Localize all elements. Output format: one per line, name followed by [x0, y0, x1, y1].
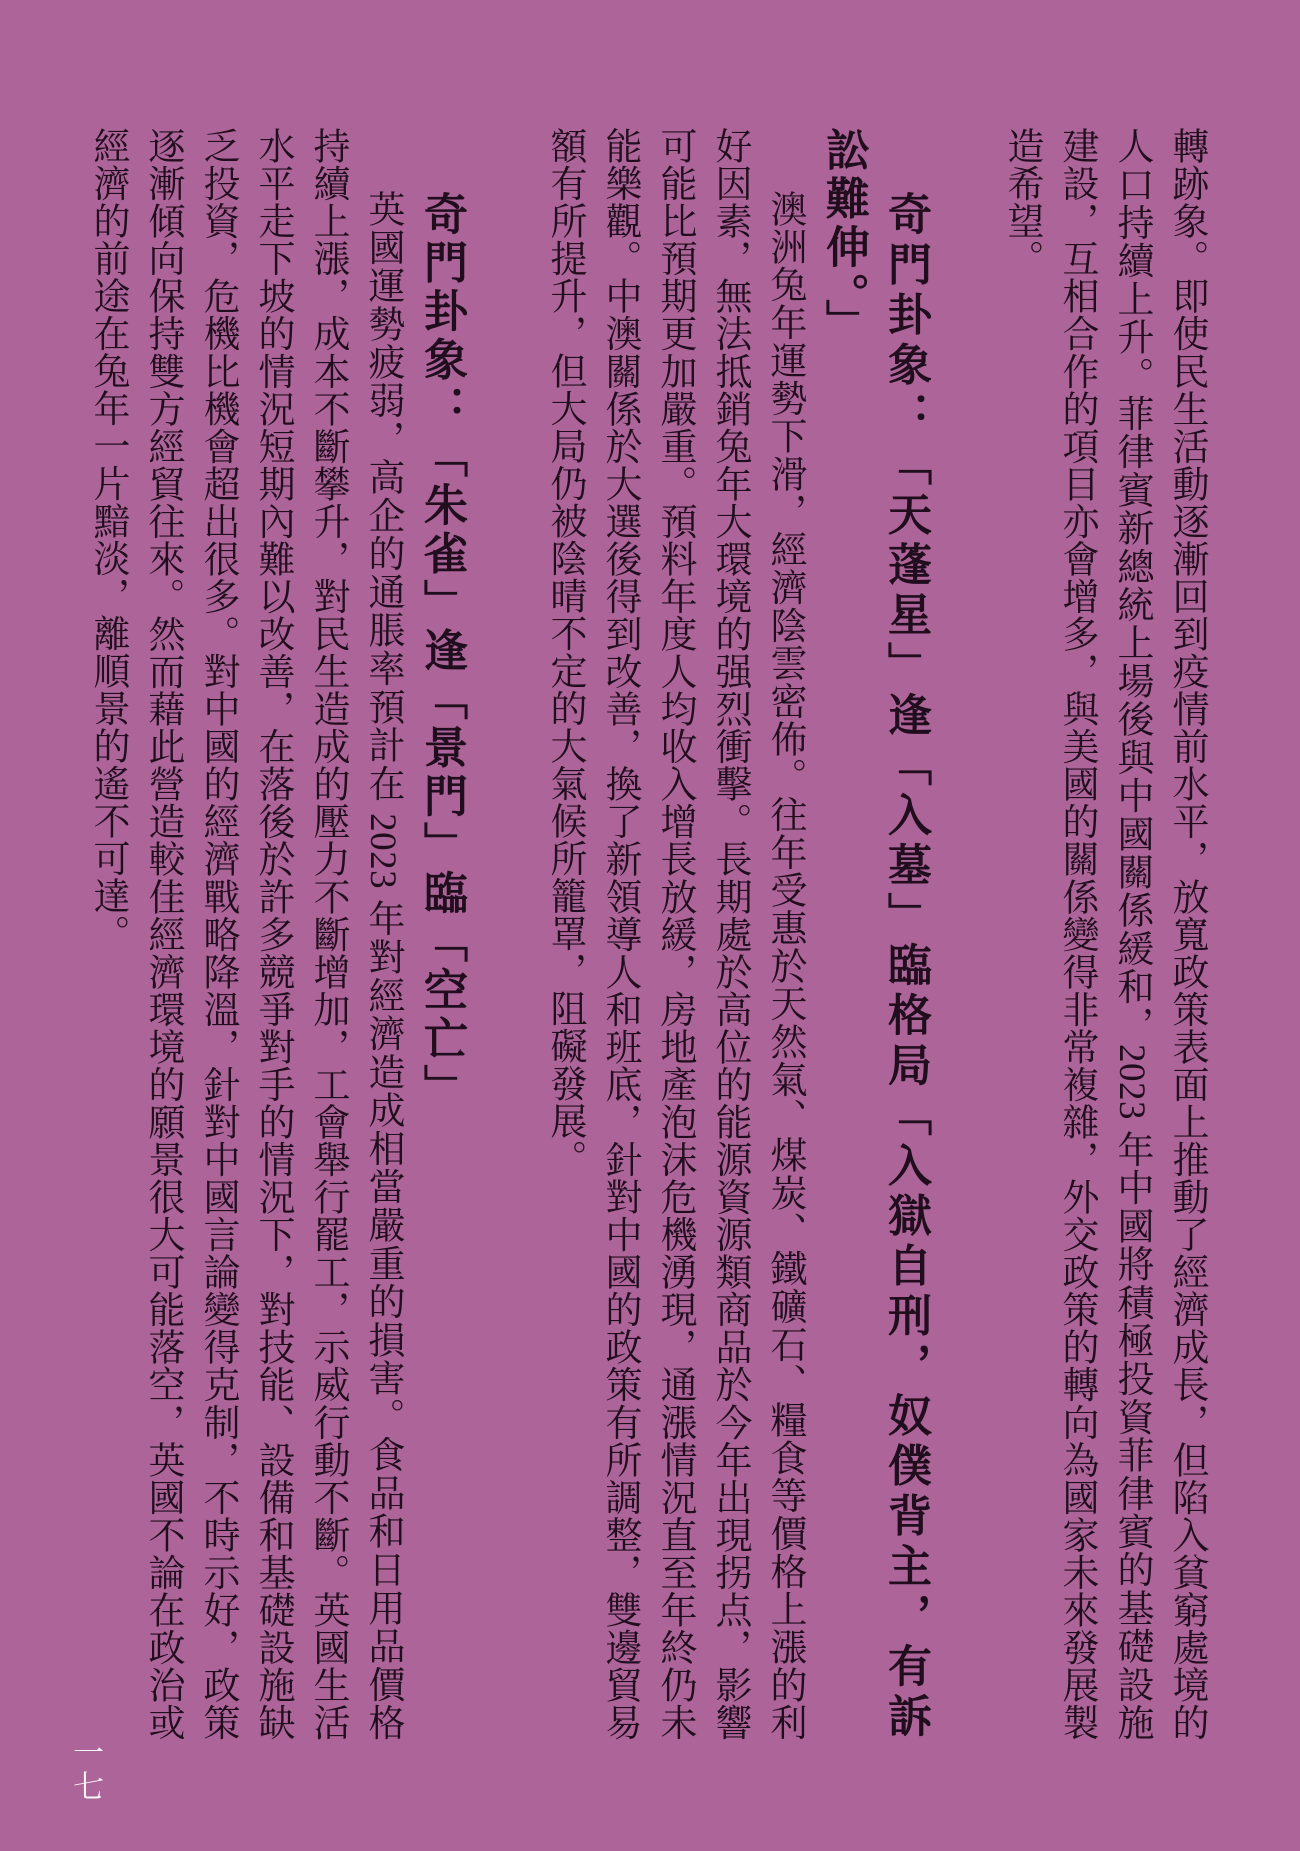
- paragraph-australia-forecast: 澳洲兔年運勢下滑，經濟陰雲密佈。往年受惠於天然氣、煤炭、鐵礦石、糧食等價格上漲的利好因素，無法抵銷兔年大環境的强烈衝擊。長期處於高位的能源資源類商品於今年出現拐点，影響可能比預期更加嚴重。預料年度人均收入增長放緩，房地產泡沫危機湧現，通漲情況直至年終仍未能樂觀。中澳關係於大選後得到改善，換了新領導人和班底，針對中國的政策有所調整，雙邊貿易額有所提升，但大局仍被陰晴不定的大氣候所籠罩，阻礙發展。: [544, 127, 805, 1741]
- vertical-text-block: [80, 127, 1214, 1741]
- continuation-paragraph-philippines: 轉跡象。即使民生活動逐漸回到疫情前水平，放寬政策表面上推動了經濟成長，但陷入貧窮處境的人口持續上升。菲律賓新總統上場後與中國關係緩和，2023 年中國將積極投資菲律賓的基礎設施建設，互相合作的項目亦會增多，與美國的關係變得非常複雜，外交政策的轉向為國家未來發展製造希望。: [1001, 127, 1207, 1741]
- paragraph-uk-forecast: 英國運勢疲弱，高企的通脹率預計在 2023 年對經濟造成相當嚴重的損害。食品和日用品價格持續上漲，成本不斷攀升，對民生造成的壓力不斷增加，工會舉行罷工，示威行動不斷。英國生活水平走下坡的情況短期內難以改善，在落後於許多競爭對手的情況下，對技能、設備和基礎設施缺乏投資，危機比機會超出很多。對中國的經濟戰略降溫，針對中國言論變得克制，不時示好，政策逐漸傾向保持雙方經貿往來。然而藉此營造較佳經濟環境的願景很大可能落空，英國不論在政治或經濟的前途在兔年一片黯淡，離順景的遙不可達。: [87, 127, 403, 1741]
- page-number: 一七: [68, 1736, 103, 1804]
- section-heading-zhuque-hexagram: 奇門卦象：「朱雀」逢「景門」臨「空亡」: [417, 190, 466, 1113]
- section-heading-tianpeng-hexagram: 奇門卦象：「天蓬星」逢「入墓」臨格局「入獄自刑，奴僕背主，有訴訟難伸。」: [819, 127, 930, 1741]
